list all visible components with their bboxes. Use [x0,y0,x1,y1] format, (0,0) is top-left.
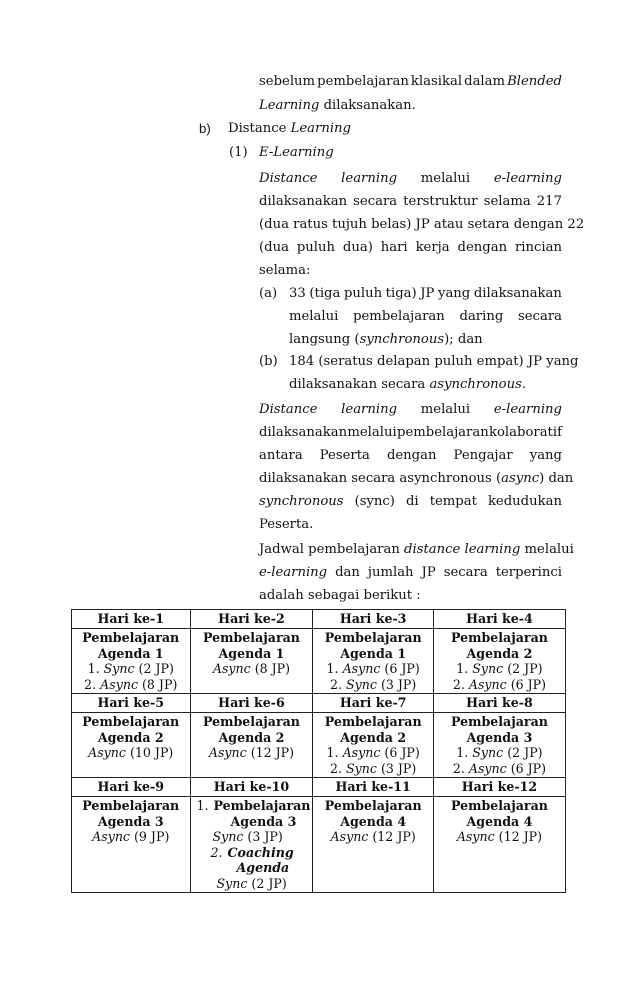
jp-count: (2 JP) [503,661,543,676]
agenda-title: Agenda 3 [230,813,297,829]
jp-count: (6 JP) [380,661,420,676]
schedule-cell [190,713,313,778]
mode-label: Async [212,661,251,676]
agenda-title: Coaching [227,844,294,860]
list-number: 2. [329,676,343,692]
schedule-cell [433,797,565,893]
para3-line-1: Jadwal pembelajaran distance learning melalui [259,542,574,557]
sub-a-marker: (a) [259,286,278,301]
schedule-cell [190,629,313,694]
jp-count: (10 JP) [125,745,174,760]
mode-label: Sync [212,829,244,844]
schedule-item [74,745,188,761]
jp-count: (12 JP) [368,829,416,844]
day-header-cell: Hari ke-4 [433,610,565,629]
mode-text [472,745,542,761]
day-header-cell: Hari ke-12 [433,778,565,797]
mode-label: Async [100,676,138,692]
agenda-title: Agenda 1 [218,645,285,661]
sub-a-line-2: melalui pembelajaran daring secara [289,309,562,324]
agenda-title: Agenda 2 [340,729,407,745]
mode-label: Async [92,829,130,844]
list-number: 2. [452,676,465,692]
list-number: 1. [326,745,339,760]
schedule-item [74,677,188,693]
agenda-title: Pembelajaran [450,714,548,729]
day-header-cell: Hari ke-3 [313,610,433,629]
mode-label: Async [456,829,495,844]
para1-line-1: Distance learning melalui e-learning [259,171,562,186]
mode-text [213,661,290,677]
day-header-cell: Hari ke-11 [313,778,433,797]
schedule-cell [190,797,313,893]
agenda-title: Agenda 2 [218,729,285,745]
para3-line-3: adalah sebagai berikut : [259,588,421,603]
item-1-marker: (1) [229,145,248,160]
schedule-item [74,829,188,845]
para1-line-4: (dua puluh dua) hari kerja dengan rincian [259,240,562,255]
agenda-title: Pembelajaran [324,798,422,813]
cell-line [197,876,311,892]
mode-text [469,761,546,777]
para2-line-3: antara Peserta dengan Pengajar yang [259,448,562,463]
agenda-title: Agenda 1 [97,645,164,661]
table-header-row [72,778,566,797]
list-number: 1. [196,798,209,813]
sub-a-line-3: langsung (synchronous); dan [289,332,483,347]
schedule-cell [72,629,191,694]
list-number: 1. [87,661,100,676]
jp-count: (2 JP) [503,745,543,760]
schedule-item [74,661,188,677]
mode-text [100,677,177,693]
mode-label: Sync [346,676,377,692]
day-header-cell: Hari ke-10 [190,778,313,797]
para2-line-2: dilaksanakan melalui pembelajaran kolaboratif [259,425,562,440]
mode-label: Async [88,745,126,760]
day-header-cell: Hari ke-9 [72,778,191,797]
para3-line-2: e-learning dan jumlah JP secara terperinci [259,565,562,580]
mode-text [343,745,420,761]
mode-text [346,761,416,777]
mode-label: Async [468,760,507,776]
jp-count: (2 JP) [247,875,287,891]
agenda-title: Agenda 3 [466,729,533,745]
jp-count: (9 JP) [129,829,170,844]
schedule-item [315,745,430,761]
cell-line [197,798,311,814]
jp-count: (8 JP) [138,676,178,692]
schedule-cell [433,629,565,694]
agenda-title: Pembelajaran [203,630,300,645]
jp-count: (6 JP) [506,676,547,692]
mode-text [343,661,420,677]
agenda-title: Agenda 4 [340,813,407,829]
day-header-cell: Hari ke-8 [433,694,565,713]
schedule-item [315,661,430,677]
para1-line-5: selama: [259,263,311,278]
agenda-title: Pembelajaran [82,714,180,729]
jp-count: (6 JP) [380,745,420,760]
mode-label: Async [208,745,247,760]
agenda-title: Agenda 3 [97,813,164,829]
item-1-heading: E-Learning [259,145,334,160]
list-number: 2. [329,760,343,776]
agenda-title: Pembelajaran [82,798,180,813]
day-header-cell: Hari ke-7 [313,694,433,713]
day-header-cell: Hari ke-1 [72,610,191,629]
list-number: 1. [456,661,469,676]
para2-line-4: dilaksanakan secara asynchronous (async) dan [259,471,574,486]
jp-count: (12 JP) [246,745,295,760]
agenda-title: Agenda 2 [97,729,164,745]
jp-count: (3 JP) [243,829,283,844]
list-number: 1. [326,661,339,676]
table-header-row [72,610,566,629]
list-number: 2. [452,760,465,776]
mode-label: Sync [472,661,504,676]
day-header-cell: Hari ke-5 [72,694,191,713]
schedule-item [315,829,430,845]
intro-line-2: Learning dilaksanakan. [259,98,416,113]
agenda-title: Agenda 1 [340,645,407,661]
mode-label: Sync [103,661,135,676]
sub-b-marker: (b) [259,354,278,369]
table-header-row [72,694,566,713]
table-row [72,629,566,694]
table-row [72,713,566,778]
list-number: 1. [456,745,469,760]
mode-text [472,661,542,677]
mode-text [88,745,173,761]
day-header-cell: Hari ke-6 [190,694,313,713]
schedule-table-body [72,610,566,893]
mode-label: Async [468,676,507,692]
mode-label: Async [342,661,381,676]
jp-count: (12 JP) [494,829,543,844]
sub-a-line-1: 33 (tiga puluh tiga) JP yang dilaksanakan [289,286,562,301]
schedule-cell [433,713,565,778]
schedule-item [315,677,430,693]
agenda-title: Pembelajaran [324,714,422,729]
agenda-title: Agenda [236,860,290,875]
mode-text [104,661,174,677]
schedule-item [436,761,563,777]
mode-text [469,677,546,693]
jp-count: (3 JP) [376,676,417,692]
agenda-title: Pembelajaran [213,798,311,813]
day-header-cell: Hari ke-2 [190,610,313,629]
agenda-title: Pembelajaran [82,630,180,645]
mode-label: Sync [472,745,504,760]
schedule-cell [72,797,191,893]
schedule-item [436,745,563,761]
para1-line-2: dilaksanakan secara terstruktur selama 217 [259,194,562,209]
schedule-item [315,761,430,777]
jp-count: (2 JP) [134,661,174,676]
schedule-item [193,745,311,761]
list-number: 2. [210,844,223,860]
schedule-table [71,609,566,893]
schedule-item [436,661,563,677]
agenda-title: Pembelajaran [203,714,300,729]
agenda-title: Pembelajaran [450,798,548,813]
intro-line-1: sebelum pembelajaran klasikal dalam Blended [259,74,562,89]
schedule-cell [313,713,433,778]
agenda-title: Pembelajaran [450,630,548,645]
mode-label: Async [342,745,381,760]
schedule-item [436,829,563,845]
para2-line-6: Peserta. [259,517,314,532]
cell-line [197,845,311,861]
mode-label: Async [330,829,369,844]
mode-text [346,677,416,693]
schedule-cell [72,713,191,778]
para2-line-5: synchronous (sync) di tempat kedudukan [259,494,562,509]
mode-label: Sync [216,875,248,891]
table-row [72,797,566,893]
schedule-cell [313,629,433,694]
section-b-marker: b) [199,121,211,136]
schedule-item [436,677,563,693]
agenda-title: Agenda 2 [466,645,533,661]
mode-label: Sync [346,760,377,776]
jp-count: (3 JP) [376,760,417,776]
mode-text [331,829,416,845]
cell-line [197,829,311,845]
section-b-heading: Distance Learning [228,121,351,136]
para2-line-1: Distance learning melalui e-learning [259,402,562,417]
jp-count: (6 JP) [506,760,547,776]
sub-b-line-2: dilaksanakan secara asynchronous. [289,377,527,392]
para1-line-3: (dua ratus tujuh belas) JP atau setara dengan 22 [259,217,585,232]
agenda-title: Pembelajaran [324,630,422,645]
sub-b-line-1: 184 (seratus delapan puluh empat) JP yang [289,354,579,369]
agenda-title: Agenda 4 [466,813,533,829]
mode-text [209,745,294,761]
schedule-item [193,661,311,677]
schedule-cell [313,797,433,893]
mode-text [457,829,542,845]
mode-text [92,829,169,845]
jp-count: (8 JP) [250,661,291,676]
list-number: 2. [84,676,97,692]
